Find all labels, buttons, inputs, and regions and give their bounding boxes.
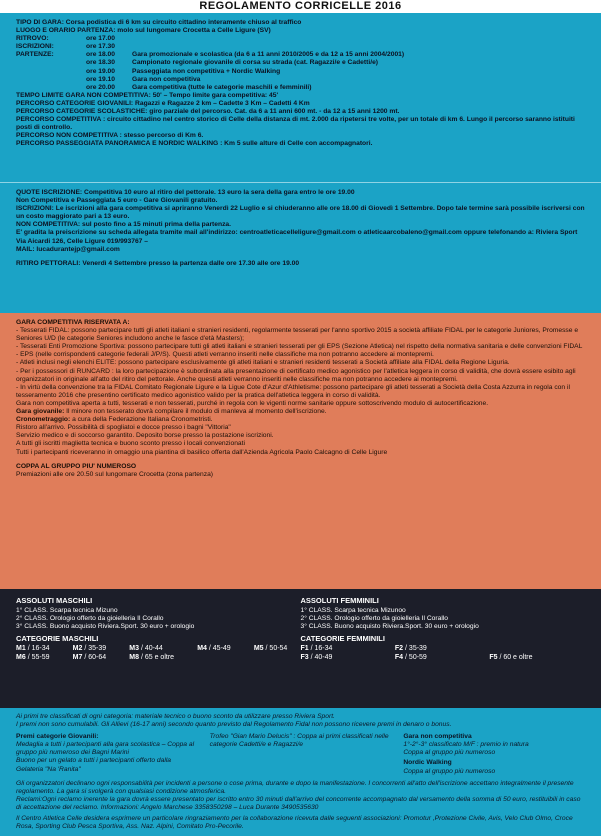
category-item: F2 / 35-39 [394,645,427,653]
trofeo: Trofeo "Gian Mario Delucis" : Coppa ai primi classificati nelle categorie Cadetti/e e Ragazzi/e [209,733,389,749]
prize-line: 3° CLASS. Buono acquisto Riviera.Sport. 30 euro + orologio [16,623,195,631]
maglietta: A tutti gli iscritti maglietta tecnica e buono sconto presso i locali convenzionati [16,440,245,448]
schedule-row: ore 18.30 Campionato regionale giovanile di corsa su strada (cat. Ragazzi/e e Cadetti/e) [86,59,379,67]
info-section [0,13,601,182]
piantina: Tutti i partecipanti riceveranno in omaggio una piantina di basilico offerta dall'Azienda Agricola Paolo Calcagno di Celle Ligure [16,448,388,456]
prize-line: 3° CLASS. Buono acquisto Riviera.Sport. 30 euro + orologio [300,623,479,631]
ritiro-pettorali: RITIRO PETTORALI: Venerdì 4 Settembre presso la partenza dalle ore 17.30 alle ore 19.00 [16,259,300,267]
category-item: M3 / 40-44 [129,645,163,653]
regolamento-paragraph: - Tesserati FIDAL: possono partecipare tutti gli atleti italiani e stranieri residenti, regolarmente tesserati per l'anno sportivo 2015 a società affiliate FIDAL per le categorie Juniores, Promesse e Seniores U/D (le categorie Seniores includono anche le fasce d'età Masters); [16,327,579,343]
regolamento-paragraph: - Per i possessori di RUNCARD : la loro partecipazione è subordinata alla presentazione di certificato medico agonistico per l'atletica leggera in corso di validità, che dovrà essere esibito agli organizzatori in originale all'atto del ritiro del pettorale. Anche questi atleti verranno inseriti nelle classifiche ma non potranno accedere ai montepremi. [16,367,576,383]
regolamento-paragraph: Gara non competitiva aperta a tutti, tesserati e non tesserati, purché in regola con le vigenti norme sanitarie oppure sottoscrivendo modulo di autocertificazione. [16,399,489,407]
premi-giovanili: Premi categorie Giovanili: Medaglia a tutti i partecipanti alla gara scolastica – Coppa al gruppo più numeroso dei Bagni Marini Buono per un gelato a tutti i partecipanti offerto dalla Gelateria "Na 'Ranita" [16,733,195,773]
schedule-row: PARTENZE: ore 18.00 Gara promozionale e scolastica (da 6 a 11 anni 2010/2005 e da 12 a 15 anni 2004/2001) [16,51,405,59]
schedule [16,35,585,92]
prize-line: 1° CLASS. Scarpa tecnica Mizuno [16,607,118,615]
category-item: M7 / 60-64 [72,653,107,661]
note-p1: Ai primi tre classificati di ogni categoria: materiale tecnico o buono sconto da utilizzare presso Riviera Sport. [16,713,335,720]
mail-link[interactable]: MAIL: lucadurantejp@gmail.com [16,245,120,253]
percorso-passeggiata: PERCORSO PASSEGGIATA PANORAMICA E NORDIC WALKING : Km 5 sulle alture di Celle con accompagnatori. [16,140,373,148]
note-section [0,708,601,836]
schedule-row: ore 19.00 Passeggiata non competitiva + Nordic Walking [86,67,281,75]
quote-noncomp: Non Competitiva e Passeggiata 5 euro - Gare Giovanili gratuito. [16,197,218,205]
category-item: F4 / 50-59 [394,653,427,661]
category-item: M5 / 50-54 [253,645,288,653]
note-p3: Gli organizzatori declinano ogni responsabilità per incidenti a persone o cose prima, durante e dopo la manifestazione. I concorrenti all'atto dell'iscrizione accettano integralmente il presente regolamento. La gara si svolgerà con qualsiasi condizione atmosferica. [16,779,574,795]
iscrizioni-section [0,182,601,313]
crono-line: Cronometraggio: a cura della Federazione Italiana Cronometristi. [16,416,213,424]
schedule-row: ore 19.10 Gara non competitiva [86,75,201,83]
note-p4: Reclami:Ogni reclamo inerente la gara dovrà essere presentato per iscritto entro 30 minuti dall'arrivo del concorrente accompagnato dal versamento della somma di 50 euro, restituibili in caso di accettazione del reclamo. Informazioni: Angelo Marchese 3358350298 – Luca Durante 3490535630 [16,795,581,811]
competitiva-head: GARA COMPETITIVA RISERVATA A: [16,319,130,326]
percorso-competitiva: PERCORSO COMPETITIVA : circuito cittadino nel centro storico di Celle della distanza di mt. 2.000 da ripetersi tre volte, per un totale di km 6. Lungo il percorso saranno istituiti posti di controllo. [16,116,575,132]
noncomp-iscr: NON COMPETITIVA: sul posto fino a 15 minuti prima della partenza. [16,221,232,229]
coppa: Premiazioni alle ore 20.50 sul lungomare Crocetta (zona partenza) [16,470,214,478]
tipo-gara: TIPO DI GARA: Corsa podistica di 6 km su circuito cittadino interamente chiuso al traffico [16,19,302,26]
schedule-row: ore 20.00 Gara competitiva (tutte le categorie maschili e femminili) [86,83,312,91]
category-item: M4 / 45-49 [197,645,231,653]
regolamento-paragraph: - Tesserati Enti Promozione Sportiva: possono partecipare tutti gli atleti italiani e stranieri tesserati per gli EPS (Sezione Atletica) nel rispetto della normativa sanitaria e delle convenzioni FIDAL - EPS (nelle corrispondenti categorie federali J/P/S). Questi atleti verranno inseriti nelle classifiche ma non potranno accedere ai montepremi. [16,343,583,359]
assoluti-femminili: ASSOLUTI FEMMINILI 1° CLASS. Scarpa tecnica Mizunoo 2° CLASS. Orologio offerto da gioielleria Il Corallo 3° CLASS. Buono acquisto Riviera.Sport. 30 euro + orologio CATEGORIE FEMMINILI F1 / 16-34 F2 / 35-39 F3 / 40-49 F4 / 50-59 F5 / 60 e oltre [301,595,586,662]
quote: QUOTE ISCRIZIONE: Competitiva 10 euro al ritiro del pettorale. 13 euro la sera della gara entro le ore 19.00 [16,189,355,196]
category-item: M1 / 16-34 [16,645,50,653]
note-p5: Il Centro Atletica Celle desidera esprimere un particolare ringraziamento per la collaborazione ricevuta dalle seguenti associazioni: Promotur ,Protezione Civile, Avis, Velo Club Olmo, Croce Rosa, Sporting Club Pesca Sportiva, Ass. Naz. Alpini, Comitato Pro-Pecorile. [16,815,573,831]
prize-line: 1° CLASS. Scarpa tecnica Mizunoo [300,607,406,615]
iscrizioni: ISCRIZIONI: Le iscrizioni alla gara competitiva si apriranno Venerdì 22 Luglio e si chiuderanno alle ore 18.00 di Giovedì 1 Settembre. Dopo tale termine sarà possibile iscriversi con un costo maggiorato pari a 13 euro. [16,205,585,221]
regolamento-paragraph: - Atleti inclusi negli elenchi ELITE: possono partecipare esclusivamente gli atleti italiani e stranieri residenti tesserati a Società affiliate alla FIDAL della Regione Liguria. [16,359,510,367]
premi-section [0,589,601,708]
category-item [489,645,585,653]
regolamento-paragraph: - In virtù della convenzione tra la FIDAL Comitato Regionale Ligure e la Ligue Cote d'Azur d'Athletisme: possono partecipare gli atleti tesserati a Società della Costa Azzurra in regola con il tesseramento 2016 che presentino certificato medico agonistico valido per la pratica dell'atletica leggera in corso di validità. [16,383,570,399]
coppa-head: COPPA AL GRUPPO PIU' NUMEROSO [16,462,137,470]
email-info: E' gradita la preiscrizione su scheda allegata tramite mail all'indirizzo: centroatleticacelleligure@gmail.com o atleticaarcobaleno@gmail.com oppure telefonando a: Riviera Sport Via Aicardi 126, Celle Ligure 019/993767 – [16,229,578,245]
percorso-noncompetitiva: PERCORSO NON COMPETITIVA : stesso percorso di Km 6. [16,132,204,140]
category-item: M6 / 55-59 [16,653,50,661]
schedule-row: RITROVO: ore 17.00 [16,35,115,43]
prize-line: 2° CLASS. Orologio offerto da gioielleria Il Corallo [300,615,449,623]
schedule-row: ISCRIZIONI: ore 17.30 [16,43,115,51]
non-competitiva-premi: Gara non competitiva 1°-2°-3° classificato M/F : premio in natura Coppa al gruppo più numeroso Nordic Walking Coppa al gruppo più numeroso [403,733,529,775]
ristoro: Ristoro all'arrivo. Possibilità di spogliatoi e docce presso i bagni "Vittoria" [16,424,231,432]
assoluti-maschili: ASSOLUTI MASCHILI 1° CLASS. Scarpa tecnica Mizuno 2° CLASS. Orologio offerto da gioielleria Il Corallo 3° CLASS. Buono acquisto Riviera.Sport. 30 euro + orologio CATEGORIE MASCHILI M1 / 16-34 M2 / 35-39 M3 / 40-44 M4 / 45-49 M5 / 50-54 M6 / 55-59 M7 / 60-64 M8 / 65 e oltre [16,595,301,662]
category-item: F3 / 40-49 [300,653,333,661]
regolamento-paragraphs [16,327,585,408]
tempo-limite: TEMPO LIMITE GARA NON COMPETITIVA: 50' – Tempo limite gara competitiva: 45' [16,91,279,99]
category-item: M8 / 65 e oltre [129,653,175,661]
giovanile-line: Gara giovanile: Il minore non tesserato dovrà compilare il modulo di manleva al momento dell'iscrizione. [16,408,327,416]
page-title: REGOLAMENTO CORRICELLE 2016 [0,0,601,13]
percorso-giovanili: PERCORSO CATEGORIE GIOVANILI: Ragazzi e Ragazze 2 km – Cadette 3 Km – Cadetti 4 Km [16,99,310,107]
category-item: F5 / 60 e oltre [489,653,533,661]
percorso-scolastiche: PERCORSO CATEGORIE SCOLASTICHE: giro parziale del percorso. Cat. da 6 a 11 anni 600 mt. - da 12 a 15 anni 1200 mt. [16,108,400,116]
category-item: F1 / 16-34 [300,645,333,653]
prize-line: 2° CLASS. Orologio offerto da gioielleria Il Corallo [16,615,164,623]
category-item: M2 / 35-39 [72,645,107,653]
luogo-partenza: LUOGO E ORARIO PARTENZA: molo sul lungomare Crocetta a Celle Ligure (SV) [16,27,271,35]
regolamento-section [0,313,601,589]
note-p2: I premi non sono cumulabili. Gli Allievi (16-17 anni) secondo quanto previsto dal Regolamento Fidal non possono ricevere premi in denaro o bonus. [16,721,452,729]
servizio: Servizio medico e di soccorso garantito. Deposito borse presso la postazione iscrizioni. [16,432,274,440]
